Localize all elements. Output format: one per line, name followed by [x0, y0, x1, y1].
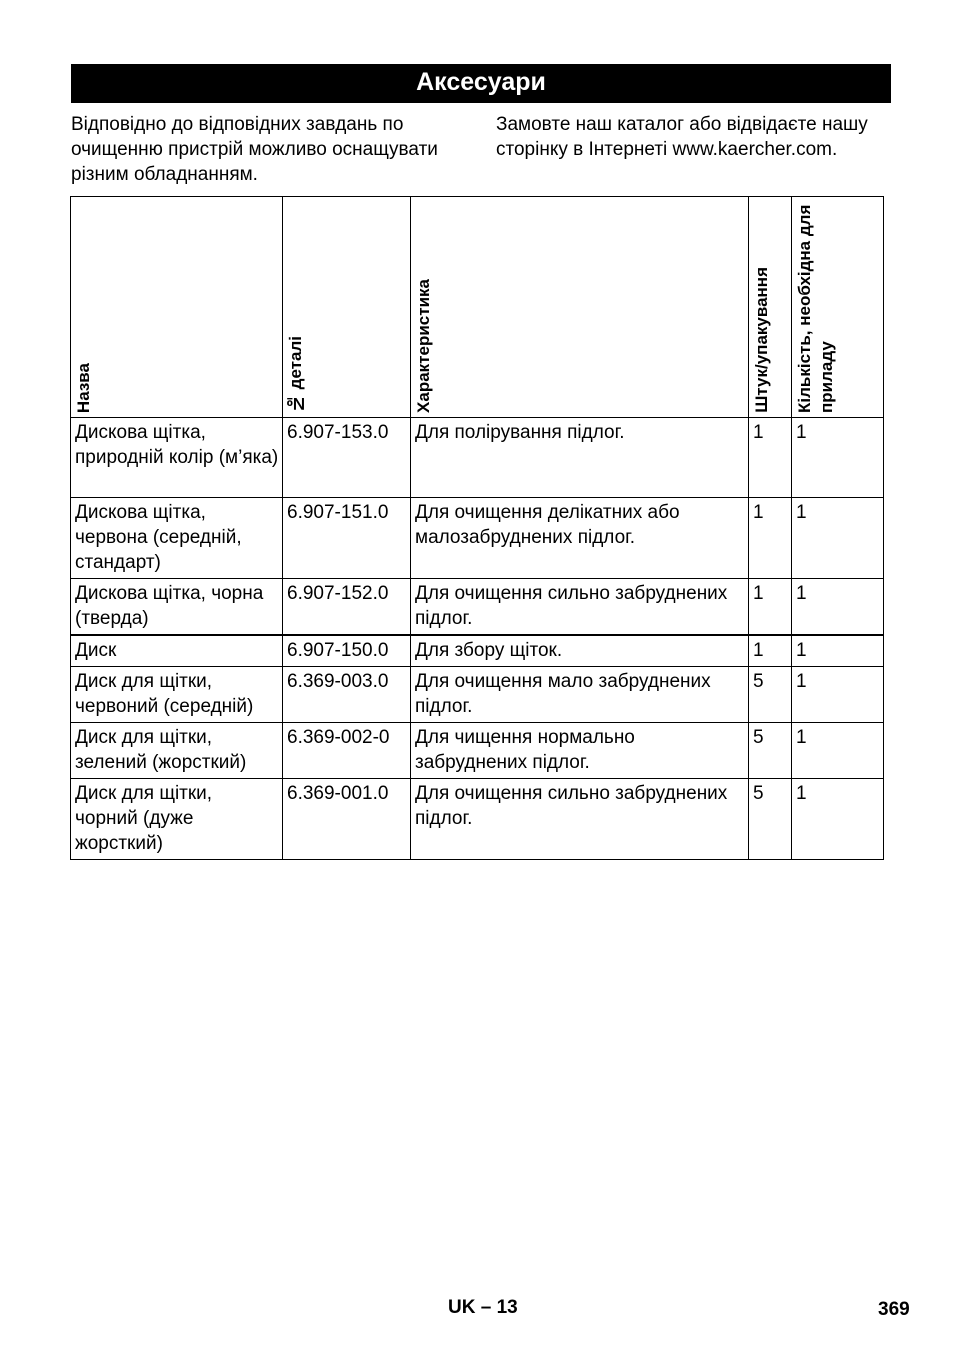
section-title: Аксесуари — [71, 64, 891, 103]
cell-part-number: 6.369-003.0 — [283, 667, 411, 723]
table-row — [71, 667, 884, 723]
header-part-number — [283, 197, 411, 418]
cell-pieces: 1 — [749, 579, 792, 636]
table-row — [71, 723, 884, 779]
cell-pieces: 5 — [749, 779, 792, 860]
cell-description: Для очищення сильно забруднених підлог. — [411, 579, 749, 636]
cell-quantity: 1 — [792, 667, 884, 723]
footer-section-label: UK – 13 — [448, 1297, 518, 1318]
cell-quantity: 1 — [792, 635, 884, 667]
cell-part-number: 6.907-151.0 — [283, 498, 411, 579]
cell-name: Диск для щітки, червоний (середній) — [71, 667, 283, 723]
cell-quantity: 1 — [792, 418, 884, 498]
header-pieces-per-pack-label: Штук/упакування — [752, 267, 771, 413]
cell-description: Для чищення нормально забруднених підлог. — [411, 723, 749, 779]
cell-part-number: 6.907-153.0 — [283, 418, 411, 498]
cell-quantity: 1 — [792, 579, 884, 636]
cell-pieces: 5 — [749, 667, 792, 723]
header-name — [71, 197, 283, 418]
accessories-table — [70, 196, 884, 860]
cell-pieces: 5 — [749, 723, 792, 779]
cell-name: Дискова щітка, природній колір (м’яка) — [71, 418, 283, 498]
table-row — [71, 418, 884, 498]
cell-name: Диск — [71, 635, 283, 667]
intro-right-text: Замовте наш каталог або відвідаєте нашу сторінку в Інтернеті www.kaercher.com. — [496, 114, 868, 160]
table-row — [71, 579, 884, 636]
cell-description: Для збору щіток. — [411, 635, 749, 667]
table-row — [71, 498, 884, 579]
intro-right — [496, 112, 896, 162]
cell-description: Для очищення мало забруднених підлог. — [411, 667, 749, 723]
header-quantity-required — [792, 197, 884, 418]
header-description — [411, 197, 749, 418]
table-header-row — [71, 197, 884, 418]
cell-description: Для очищення делікатних або малозабруднених підлог. — [411, 498, 749, 579]
cell-part-number: 6.907-152.0 — [283, 579, 411, 636]
header-part-number-label: № деталі — [286, 335, 305, 413]
cell-name: Дискова щітка, червона (середній, стандарт) — [71, 498, 283, 579]
cell-pieces: 1 — [749, 418, 792, 498]
table-row — [71, 779, 884, 860]
cell-part-number: 6.907-150.0 — [283, 635, 411, 667]
header-description-label: Характеристика — [414, 279, 433, 413]
cell-quantity: 1 — [792, 779, 884, 860]
intro-left — [71, 112, 471, 187]
cell-description: Для полірування підлог. — [411, 418, 749, 498]
cell-quantity: 1 — [792, 498, 884, 579]
cell-pieces: 1 — [749, 635, 792, 667]
cell-name: Диск для щітки, чорний (дуже жорсткий) — [71, 779, 283, 860]
cell-name: Диск для щітки, зелений (жорсткий) — [71, 723, 283, 779]
cell-pieces: 1 — [749, 498, 792, 579]
cell-description: Для очищення сильно забруднених підлог. — [411, 779, 749, 860]
cell-name: Дискова щітка, чорна (тверда) — [71, 579, 283, 636]
header-name-label: Назва — [74, 362, 93, 413]
header-pieces-per-pack — [749, 197, 792, 418]
intro-left-text: Відповідно до відповідних завдань по очищенню пристрій можливо оснащувати різним обладнанням. — [71, 114, 438, 185]
cell-quantity: 1 — [792, 723, 884, 779]
cell-part-number: 6.369-002-0 — [283, 723, 411, 779]
cell-part-number: 6.369-001.0 — [283, 779, 411, 860]
header-quantity-required-label: Кількість, необхідна для приладу — [795, 204, 836, 413]
table-row — [71, 635, 884, 667]
page-number: 369 — [878, 1299, 910, 1320]
